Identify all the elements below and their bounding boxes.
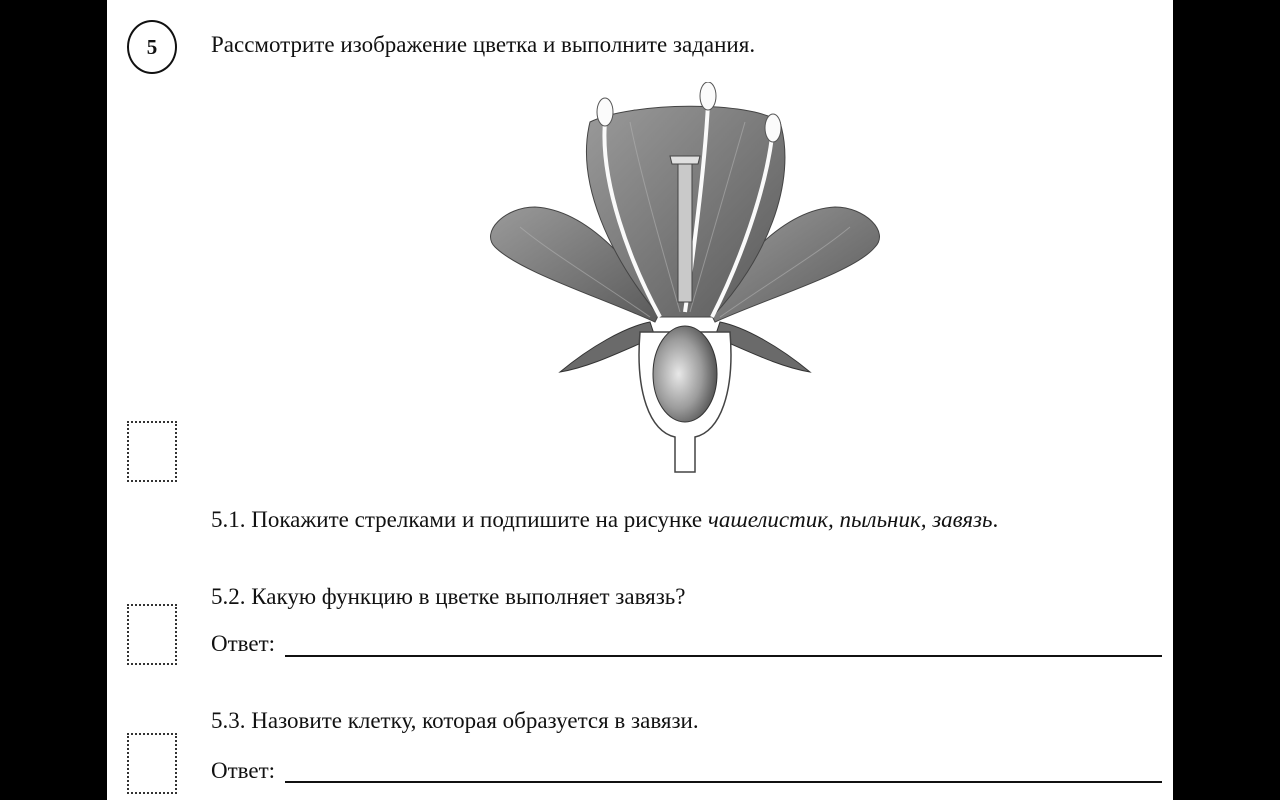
score-box-5-1 bbox=[127, 421, 177, 482]
question-5-1-end: . bbox=[992, 507, 999, 532]
task-instruction: Рассмотрите изображение цветка и выполните задания. bbox=[211, 32, 756, 57]
ovary bbox=[653, 326, 717, 422]
question-5-2: 5.2. Какую функцию в цветке выполняет завязь? bbox=[211, 584, 686, 609]
question-5-1 bbox=[211, 508, 998, 531]
stigma bbox=[670, 156, 700, 164]
score-box-5-3 bbox=[127, 733, 177, 794]
score-box-5-2 bbox=[127, 604, 177, 665]
answer-line-5-2[interactable] bbox=[285, 655, 1162, 657]
question-5-1-text: 5.1. Покажите стрелками и подпишите на рисунке bbox=[211, 507, 708, 532]
answer-label-5-3: Ответ: bbox=[211, 758, 276, 783]
style bbox=[678, 162, 692, 302]
flower-illustration bbox=[480, 82, 900, 482]
answer-label-5-2: Ответ: bbox=[211, 631, 276, 656]
task-number-circle bbox=[127, 20, 177, 74]
question-5-1-terms: чашелистик, пыльник, завязь bbox=[707, 507, 993, 532]
task-number: 5 bbox=[146, 34, 158, 59]
question-5-3: 5.3. Назовите клетку, которая образуется в завязи. bbox=[211, 708, 699, 733]
answer-line-5-3[interactable] bbox=[285, 781, 1162, 783]
